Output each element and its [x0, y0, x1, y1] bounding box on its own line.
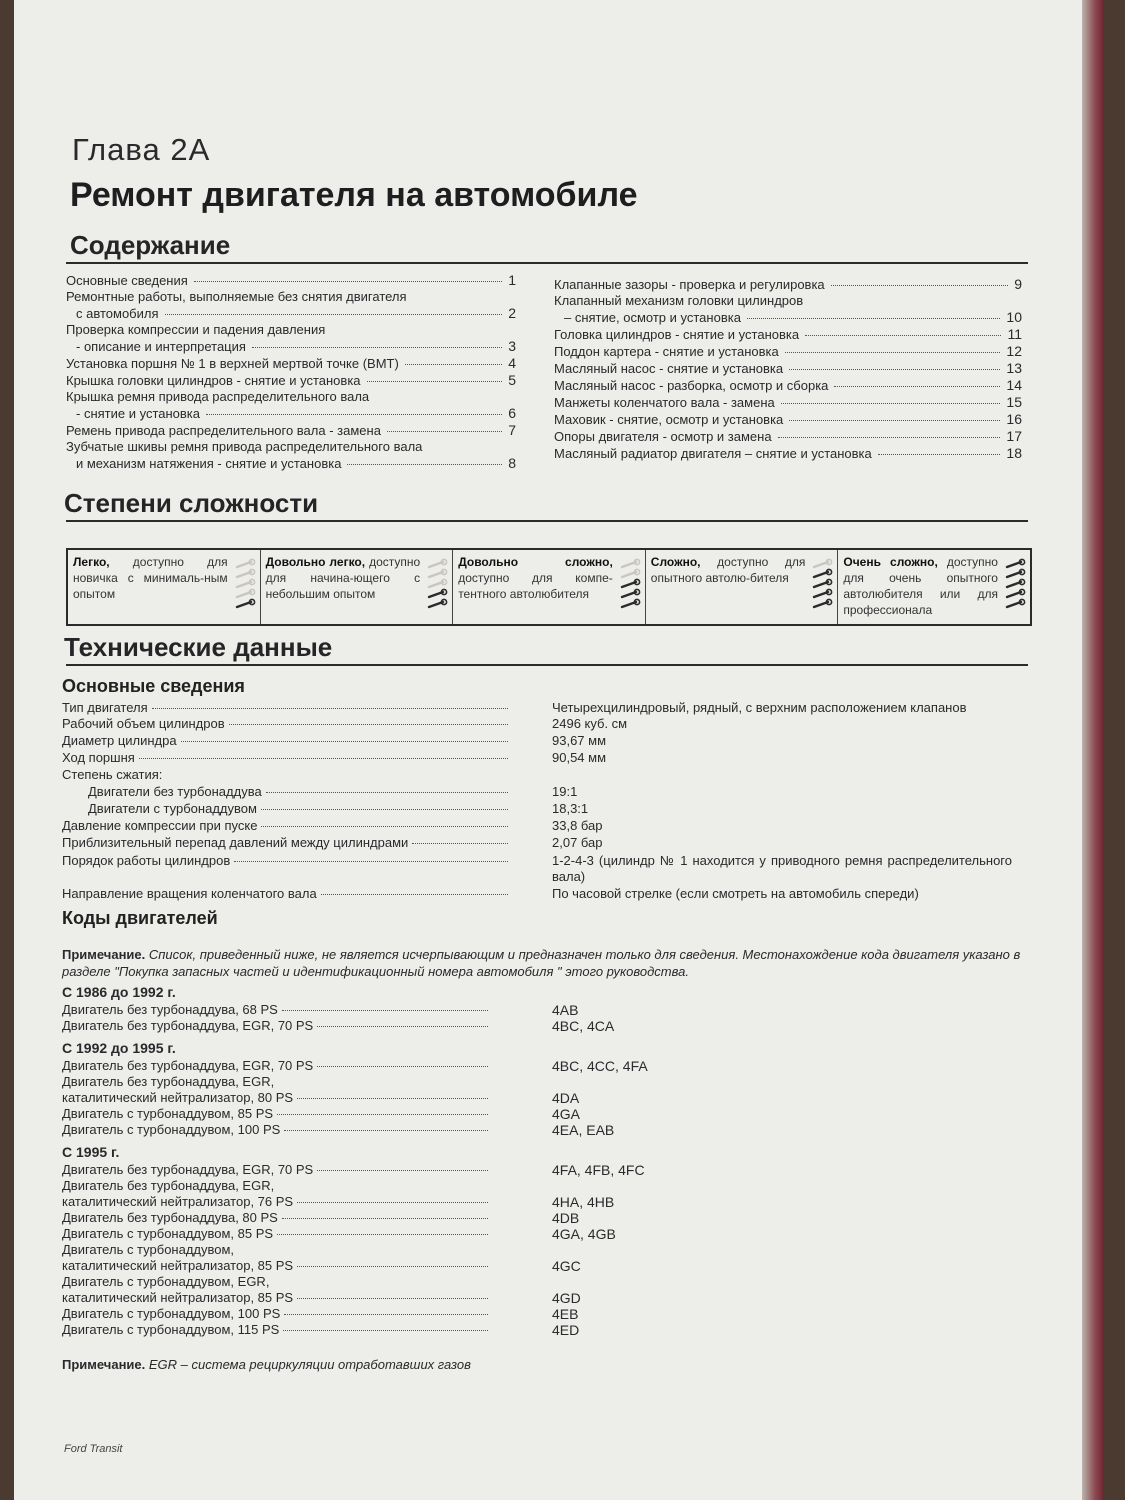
- codes-label-text: Двигатель без турбонаддува, EGR, 70 PS: [62, 1162, 314, 1177]
- manual-page: [14, 0, 1104, 1500]
- codes-label: [62, 1178, 492, 1193]
- spec-label-text: Направление вращения коленчатого вала: [62, 886, 317, 901]
- wrench-icon: [429, 599, 447, 607]
- toc-entry-title: Головка цилиндров - снятие и установка: [554, 327, 800, 342]
- toc-leader: [789, 369, 1000, 370]
- codes-label: [62, 1106, 492, 1121]
- spec-label-text: Давление компрессии при пуске: [62, 818, 258, 833]
- toc-entry-title: - описание и интерпретация: [76, 339, 246, 354]
- toc-entry-title: Зубчатые шкивы ремня привода распределительного вала: [66, 439, 423, 454]
- contents-heading: Содержание: [70, 230, 231, 260]
- toc-entry-line: [66, 338, 516, 355]
- wrench-icon: [1007, 589, 1025, 597]
- spec-leader: [229, 724, 508, 725]
- toc-leader: [785, 352, 1001, 353]
- difficulty-level-name: Довольно легко,: [265, 555, 366, 569]
- codes-label-text: Двигатель без турбонаддува, 68 PS: [62, 1002, 278, 1017]
- toc-entry-line: [66, 272, 516, 289]
- spec-value: 2496 куб. см: [552, 716, 628, 731]
- toc-entry[interactable]: [66, 439, 516, 472]
- codes-leader: [317, 1066, 488, 1067]
- toc-entry-line: [66, 405, 516, 422]
- spec-label-text: Двигатели без турбонаддува: [88, 784, 262, 799]
- toc-entry[interactable]: [554, 411, 1022, 428]
- codes-label: [62, 1090, 492, 1105]
- spec-label-text: Порядок работы цилиндров: [62, 853, 231, 868]
- spec-label-text: Ход поршня: [62, 750, 135, 765]
- toc-entry-line: [554, 309, 1022, 326]
- spec-value: 1-2-4-3 (цилиндр № 1 находится у приводного ремня распределительного вала): [552, 853, 1012, 884]
- engine-code: 4HA, 4HB: [552, 1194, 615, 1210]
- toc-entry-title: Ремонтные работы, выполняемые без снятия двигателя: [66, 289, 407, 304]
- codes-label: [62, 1210, 492, 1225]
- toc-page-number: 17: [1006, 428, 1022, 444]
- codes-note: [62, 946, 1024, 980]
- page-title: Ремонт двигателя на автомобиле: [70, 176, 638, 214]
- codes-label: [62, 1322, 492, 1337]
- wrench-icon: [1007, 579, 1025, 587]
- toc-entry-title: и механизм натяжения - снятие и установка: [76, 456, 342, 471]
- codes-label: [62, 1194, 492, 1209]
- toc-page-number: 13: [1006, 360, 1022, 376]
- difficulty-rule: [66, 520, 1028, 522]
- toc-entry-title: Ремень привода распределительного вала - замена: [66, 423, 381, 438]
- wrench-icon: [237, 589, 255, 597]
- wrench-icon: [814, 569, 832, 577]
- difficulty-level-text: доступно для начина-ющего с небольшим опытом: [265, 555, 421, 601]
- wrench-icon: [429, 569, 447, 577]
- codes-period: С 1992 до 1995 г.: [62, 1040, 176, 1056]
- toc-page-number: 3: [508, 338, 516, 354]
- codes-leader: [282, 1218, 488, 1219]
- wrench-icon: [814, 589, 832, 597]
- toc-entry-title: Клапанные зазоры - проверка и регулировка: [554, 277, 825, 292]
- toc-entry[interactable]: [554, 343, 1022, 360]
- difficulty-level: [68, 550, 261, 624]
- footer-model: Ford Transit: [64, 1443, 123, 1455]
- toc-page-number: 10: [1006, 309, 1022, 325]
- engine-code: 4DB: [552, 1210, 580, 1226]
- toc-entry-title: Манжеты коленчатого вала - замена: [554, 395, 775, 410]
- codes-label: [62, 1074, 492, 1089]
- wrench-icon-stack: [1004, 558, 1026, 618]
- codes-label: [62, 1306, 492, 1321]
- codes-label-text: Двигатель с турбонаддувом, 115 PS: [62, 1322, 280, 1337]
- codes-leader: [282, 1010, 488, 1011]
- toc-entry-title: Масляный насос - разборка, осмотр и сборка: [554, 378, 829, 393]
- toc-entry-title: Проверка компрессии и падения давления: [66, 322, 326, 337]
- codes-leader: [297, 1298, 488, 1299]
- toc-entry[interactable]: [554, 394, 1022, 411]
- toc-entry-line: [554, 428, 1022, 445]
- toc-leader: [206, 414, 502, 415]
- codes-leader: [317, 1026, 488, 1027]
- codes-leader: [284, 1314, 488, 1315]
- spec-label-text: Степень сжатия:: [62, 767, 163, 782]
- toc-entry[interactable]: [66, 289, 516, 322]
- toc-entry-title: Масляный насос - снятие и установка: [554, 361, 784, 376]
- codes-period: С 1995 г.: [62, 1144, 120, 1160]
- codes-label: [62, 1274, 492, 1289]
- toc-entry-line: [66, 455, 516, 472]
- spec-leader: [261, 826, 508, 827]
- difficulty-heading: Степени сложности: [64, 488, 319, 518]
- chapter-label: Глава 2А: [72, 132, 211, 167]
- engine-code: 4GA, 4GB: [552, 1226, 616, 1242]
- contents-rule: [66, 262, 1028, 264]
- difficulty-level: [261, 550, 454, 624]
- codes-leader: [283, 1330, 488, 1331]
- toc-entry-title: - снятие и установка: [76, 406, 201, 421]
- spec-leader: [181, 741, 508, 742]
- toc-entry[interactable]: [554, 428, 1022, 445]
- wrench-icon: [622, 569, 640, 577]
- spec-value: 19:1: [552, 784, 578, 799]
- toc-entry[interactable]: [554, 326, 1022, 343]
- engine-code: 4GC: [552, 1258, 581, 1274]
- spec-label: [62, 733, 512, 748]
- difficulty-level-name: Довольно сложно,: [458, 555, 613, 569]
- spec-leader: [139, 758, 508, 759]
- codes-label-text: Двигатель без турбонаддува, EGR, 70 PS: [62, 1058, 314, 1073]
- difficulty-level-text: доступно для новичка с минималь-ным опытом: [73, 555, 228, 601]
- codes-leader: [297, 1202, 488, 1203]
- toc-entry-title: Установка поршня № 1 в верхней мертвой точке (ВМТ): [66, 356, 399, 371]
- spec-label: [62, 853, 512, 868]
- spec-leader: [261, 809, 508, 810]
- wrench-icon: [429, 579, 447, 587]
- codes-label-text: Двигатель с турбонаддувом, 100 PS: [62, 1306, 281, 1321]
- toc-leader: [789, 420, 1000, 421]
- spec-label: [62, 750, 512, 765]
- toc-leader: [805, 335, 1001, 336]
- difficulty-level-name: Очень сложно,: [843, 555, 938, 569]
- wrench-icon: [237, 569, 255, 577]
- tech-heading: Технические данные: [64, 632, 333, 662]
- codes-label: [62, 1058, 492, 1073]
- toc-entry-line: [554, 360, 1022, 377]
- toc-page-number: 7: [508, 422, 516, 438]
- toc-entry-line: [66, 305, 516, 322]
- wrench-icon-stack: [426, 558, 448, 618]
- wrench-icon-stack: [234, 558, 256, 618]
- toc-entry[interactable]: [66, 422, 516, 439]
- spec-label-text: Тип двигателя: [62, 700, 148, 715]
- toc-page-number: 15: [1006, 394, 1022, 410]
- codes-leader: [284, 1130, 488, 1131]
- wrench-icon: [1007, 599, 1025, 607]
- wrench-icon: [1007, 569, 1025, 577]
- codes-label-text: Двигатель без турбонаддува, EGR, 70 PS: [62, 1018, 314, 1033]
- wrench-icon: [429, 559, 447, 567]
- codes-heading: Коды двигателей: [62, 908, 218, 928]
- spec-leader: [266, 792, 508, 793]
- spec-label: [62, 801, 512, 816]
- codes-label-text: Двигатель с турбонаддувом, EGR,: [62, 1274, 270, 1289]
- codes-leader: [277, 1114, 488, 1115]
- codes-label: [62, 1002, 492, 1017]
- toc-page-number: 2: [508, 305, 516, 321]
- codes-label-text: каталитический нейтрализатор, 80 PS: [62, 1090, 294, 1105]
- toc-leader: [834, 386, 1000, 387]
- wrench-icon: [814, 599, 832, 607]
- engine-code: 4FA, 4FB, 4FC: [552, 1162, 645, 1178]
- codes-leader: [317, 1170, 488, 1171]
- spec-label: [62, 886, 512, 901]
- toc-entry-title: с автомобиля: [76, 306, 159, 321]
- spec-label: [62, 767, 512, 782]
- spec-label-text: Рабочий объем цилиндров: [62, 716, 225, 731]
- wrench-icon-stack: [619, 558, 641, 618]
- toc-page-number: 4: [508, 355, 516, 371]
- codes-label-text: Двигатель с турбонаддувом, 100 PS: [62, 1122, 281, 1137]
- codes-label: [62, 1290, 492, 1305]
- spec-label-text: Приблизительный перепад давлений между цилиндрами: [62, 835, 409, 850]
- wrench-icon: [237, 579, 255, 587]
- spec-label: [62, 818, 512, 833]
- spec-value: Четырехцилиндровый, рядный, с верхним расположением клапанов: [552, 700, 967, 715]
- egr-note-label: Примечание.: [62, 1357, 146, 1372]
- difficulty-level: [646, 550, 839, 624]
- toc-entry[interactable]: [66, 322, 516, 355]
- engine-code: 4EB: [552, 1306, 579, 1322]
- spec-leader: [321, 894, 508, 895]
- engine-code: 4EA, EAB: [552, 1122, 615, 1138]
- toc-page-number: 11: [1007, 326, 1022, 342]
- toc-entry-line: [66, 422, 516, 439]
- tech-rule: [66, 664, 1028, 666]
- codes-label: [62, 1242, 492, 1257]
- toc-entry-line: [554, 343, 1022, 360]
- engine-code: 4AB: [552, 1002, 579, 1018]
- toc-page-number: 8: [508, 455, 516, 471]
- wrench-icon: [429, 589, 447, 597]
- toc-leader: [878, 454, 1001, 455]
- toc-entry-line: [66, 355, 516, 372]
- toc-entry-line: [554, 326, 1022, 343]
- engine-code: 4BC, 4CA: [552, 1018, 615, 1034]
- toc-left-column: [66, 272, 516, 472]
- toc-leader: [165, 314, 503, 315]
- codes-label-text: Двигатель с турбонаддувом,: [62, 1242, 235, 1257]
- toc-entry-title: Поддон картера - снятие и установка: [554, 344, 779, 359]
- toc-entry[interactable]: [554, 377, 1022, 394]
- codes-label: [62, 1226, 492, 1241]
- toc-leader: [831, 285, 1009, 286]
- toc-entry-line: [554, 276, 1022, 293]
- toc-entry[interactable]: [554, 276, 1022, 293]
- toc-leader: [347, 464, 502, 465]
- toc-entry-line: [554, 394, 1022, 411]
- toc-entry[interactable]: [554, 445, 1022, 462]
- toc-leader: [387, 431, 502, 432]
- toc-entry-title: Клапанный механизм головки цилиндров: [554, 293, 804, 308]
- toc-leader: [778, 437, 1001, 438]
- toc-leader: [781, 403, 1001, 404]
- toc-entry-line: [66, 372, 516, 389]
- toc-right-column: [554, 276, 1022, 462]
- engine-code: 4GD: [552, 1290, 581, 1306]
- codes-label: [62, 1018, 492, 1033]
- spec-label: [62, 700, 512, 715]
- wrench-icon: [622, 559, 640, 567]
- toc-entry-title: Масляный радиатор двигателя – снятие и установка: [554, 446, 872, 461]
- toc-page-number: 6: [508, 405, 516, 421]
- wrench-icon: [622, 599, 640, 607]
- engine-code: 4DA: [552, 1090, 580, 1106]
- difficulty-level-text: доступно для опытного автолю-бителя: [650, 555, 806, 585]
- engine-code: 4GA: [552, 1106, 581, 1122]
- toc-entry-title: – снятие, осмотр и установка: [564, 310, 741, 325]
- toc-page-number: 1: [508, 272, 516, 288]
- codes-label-text: Двигатель без турбонаддува, 80 PS: [62, 1210, 278, 1225]
- codes-note-text: Список, приведенный ниже, не является исчерпывающим и предназначен только для сведения. Местонахождение кода двигателя указано в разделе "Покупка запасных частей и идентификационный номера автомобиля " этого руководства.: [62, 947, 1021, 979]
- wrench-icon: [814, 579, 832, 587]
- spec-leader: [234, 861, 508, 862]
- codes-label-text: Двигатель без турбонаддува, EGR,: [62, 1074, 275, 1089]
- codes-label-text: Двигатель без турбонаддува, EGR,: [62, 1178, 275, 1193]
- toc-entry-line: [554, 377, 1022, 394]
- toc-page-number: 14: [1006, 377, 1022, 393]
- toc-entry-line: [554, 445, 1022, 462]
- spec-label-text: Двигатели с турбонаддувом: [88, 801, 257, 816]
- codes-leader: [297, 1098, 488, 1099]
- engine-code: 4BC, 4CC, 4FA: [552, 1058, 648, 1074]
- spec-value: 90,54 мм: [552, 750, 607, 765]
- spec-value: 33,8 бар: [552, 818, 603, 833]
- wrench-icon: [814, 559, 832, 567]
- general-heading: Основные сведения: [62, 676, 245, 696]
- spec-label: [62, 835, 512, 850]
- wrench-icon: [622, 589, 640, 597]
- toc-leader: [405, 364, 502, 365]
- spec-value: 93,67 мм: [552, 733, 607, 748]
- toc-page-number: 16: [1006, 411, 1022, 427]
- book-spine: [1082, 0, 1104, 1500]
- difficulty-level-name: Сложно,: [650, 555, 701, 569]
- toc-entry[interactable]: [554, 360, 1022, 377]
- wrench-icon: [237, 559, 255, 567]
- toc-leader: [367, 381, 503, 382]
- spec-value: По часовой стрелке (если смотреть на автомобиль спереди): [552, 886, 919, 901]
- toc-entry[interactable]: [554, 293, 1022, 326]
- toc-leader: [194, 281, 502, 282]
- toc-leader: [747, 318, 1001, 319]
- difficulty-scale: [66, 548, 1032, 626]
- toc-entry-title: Крышка головки цилиндров - снятие и установка: [66, 373, 361, 388]
- toc-entry[interactable]: [66, 389, 516, 422]
- spec-label-text: Диаметр цилиндра: [62, 733, 177, 748]
- codes-leader: [297, 1266, 488, 1267]
- engine-code: 4ED: [552, 1322, 580, 1338]
- wrench-icon: [237, 599, 255, 607]
- toc-page-number: 5: [508, 372, 516, 388]
- codes-label: [62, 1258, 492, 1273]
- spec-value: 2,07 бар: [552, 835, 603, 850]
- wrench-icon-stack: [811, 558, 833, 618]
- difficulty-level-text: доступно для компе-тентного автолюбителя: [458, 571, 613, 601]
- codes-label-text: Двигатель с турбонаддувом, 85 PS: [62, 1106, 274, 1121]
- wrench-icon: [1007, 559, 1025, 567]
- toc-entry-title: Опоры двигателя - осмотр и замена: [554, 429, 772, 444]
- spec-label: [62, 716, 512, 731]
- toc-entry[interactable]: [66, 372, 516, 389]
- codes-label-text: Двигатель с турбонаддувом, 85 PS: [62, 1226, 274, 1241]
- toc-entry-title: Маховик - снятие, осмотр и установка: [554, 412, 784, 427]
- codes-label-text: каталитический нейтрализатор, 76 PS: [62, 1194, 294, 1209]
- toc-page-number: 18: [1006, 445, 1022, 461]
- egr-note: [62, 1356, 762, 1373]
- toc-leader: [252, 347, 502, 348]
- toc-page-number: 9: [1014, 276, 1022, 292]
- difficulty-level: [838, 550, 1030, 624]
- toc-entry-line: [554, 411, 1022, 428]
- codes-label: [62, 1122, 492, 1137]
- codes-note-label: Примечание.: [62, 947, 146, 962]
- toc-entry[interactable]: [66, 272, 516, 289]
- egr-note-text: EGR – система рециркуляции отработавших газов: [148, 1357, 471, 1372]
- codes-label-text: каталитический нейтрализатор, 85 PS: [62, 1258, 294, 1273]
- codes-label: [62, 1162, 492, 1177]
- spec-label: [62, 784, 512, 799]
- spec-value: 18,3:1: [552, 801, 589, 816]
- codes-period: С 1986 до 1992 г.: [62, 984, 176, 1000]
- difficulty-level: [453, 550, 646, 624]
- spec-leader: [152, 708, 508, 709]
- difficulty-level-name: Легко,: [73, 555, 110, 569]
- difficulty-level-text: доступно для очень опытного автолюбителя или для профессионала: [843, 555, 998, 617]
- toc-page-number: 12: [1006, 343, 1022, 359]
- toc-entry-title: Крышка ремня привода распределительного вала: [66, 389, 370, 404]
- codes-leader: [277, 1234, 488, 1235]
- codes-label-text: каталитический нейтрализатор, 85 PS: [62, 1290, 294, 1305]
- wrench-icon: [622, 579, 640, 587]
- toc-entry-title: Основные сведения: [66, 273, 188, 288]
- spec-leader: [412, 843, 508, 844]
- toc-entry[interactable]: [66, 355, 516, 372]
